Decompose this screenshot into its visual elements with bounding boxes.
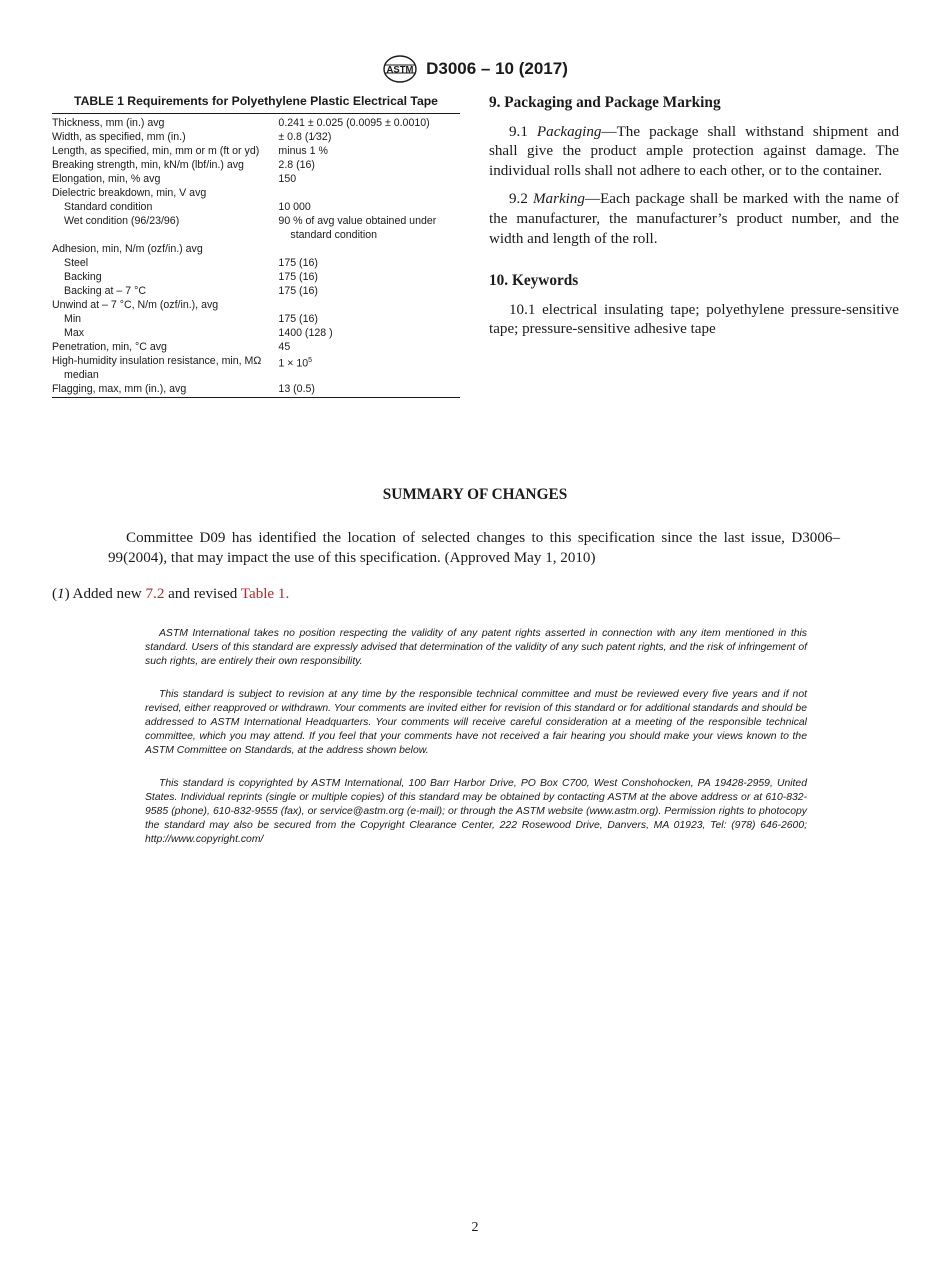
table-row [52,114,460,130]
value-text: 10 000 [278,201,311,213]
requirements-table [52,94,460,398]
value-text: 45 [278,341,291,353]
value-cell [278,312,460,326]
value-cell [278,256,460,270]
property-cell: Breaking strength, min, kN/m (lbf/in.) avg [52,159,244,171]
property-cell: Penetration, min, °C avg [52,341,167,353]
table-row [52,186,460,200]
patent-notice: ASTM International takes no position respecting the validity of any patent rights asserted in connection with any item mentioned in this standard. Users of this standard are expressly advised that determination of the validity of any such patent rights, and the risk of infringement of such rights, are entirely their own responsibility. [145,628,807,667]
table-row [52,270,460,284]
property-cell: Elongation, min, % avg [52,173,161,185]
section-7-2-link[interactable]: 7.2 [145,586,165,602]
change-item-text: Added new [72,586,142,602]
right-column [489,93,899,349]
summary-text: Committee D09 has identified the location of selected changes to this specification since the last issue, D3006–99(2004), that may impact the use of this specification. (Approved May 1, 2010) [108,530,840,566]
table-row [52,158,460,172]
paragraph-9-2 [489,190,899,249]
property-cell: Max [64,327,85,339]
table-row [52,340,460,354]
value-cell [278,340,460,354]
table-row [52,382,460,398]
summary-title: SUMMARY OF CHANGES [382,486,568,503]
astm-logo-icon [382,54,418,84]
table-1-link[interactable]: Table 1 [240,586,286,602]
table-row [52,214,460,242]
table-row [52,172,460,186]
value-cell [278,298,460,312]
property-cell: Wet condition (96/23/96) [64,215,180,227]
property-cell: Adhesion, min, N/m (ozf/in.) avg [52,243,203,255]
section-9-heading: 9. Packaging and Package Marking [489,94,721,111]
revision-notice: This standard is subject to revision at any time by the responsible technical committee and must be reviewed every five years and if not revised, either reapproved or withdrawn. Your comments are invited either for revision of this standard or for additional standards and should be addressed to ASTM International Headquarters. Your comments will receive careful consideration at a meeting of the responsible technical committee, which you may attend. If you feel that your comments have not received a fair hearing you should make your views known to the ASTM Committee on Standards, at the address shown below. [145,689,807,756]
document-header [0,54,950,84]
property-cell: Thickness, mm (in.) avg [52,117,165,129]
paragraph-term: Packaging [536,123,602,140]
change-item-period: . [285,586,290,602]
value-cell [278,326,460,340]
table-row [52,242,460,256]
value-cell [278,242,460,256]
property-cell: Flagging, max, mm (in.), avg [52,383,187,395]
table-row [52,284,460,298]
value-text: 90 % of avg value obtained under standard condition [278,215,437,241]
property-cell: Standard condition [64,201,153,213]
paragraph-9-1 [489,123,899,182]
value-cell [278,172,460,186]
value-cell [278,186,460,200]
value-text: ± 0.8 (1⁄32) [278,131,332,143]
value-text: 0.241 ± 0.025 (0.0095 ± 0.0010) [278,117,430,129]
paragraph-10-1: 10.1 electrical insulating tape; polyethylene pressure-sensitive tape; pressure-sensitive adhesive tape [489,301,899,338]
value-cell [278,114,460,130]
property-cell: Backing at – 7 °C [64,285,146,297]
paragraph-text: —The package shall withstand shipment and shall give the product ample protection against damage. The individual rolls shall not adhere to each other, or to the container. [489,123,899,179]
table-row [52,130,460,144]
value-exponent: 5 [308,357,313,364]
property-cell: Width, as specified, mm (in.) [52,131,186,143]
table-row [52,200,460,214]
logo-text: ASTM [386,64,414,76]
change-item-number: 1 [57,586,65,602]
property-cell: Min [64,313,82,325]
table-row [52,144,460,158]
section-10-heading: 10. Keywords [489,272,579,290]
value-text: 2.8 (16) [278,159,315,171]
value-cell [278,354,460,382]
page-number: 2 [471,1220,479,1235]
paragraph-term: Marking [532,191,585,208]
property-cell: Length, as specified, min, mm or m (ft or yd) [52,145,260,157]
value-text: 150 [278,173,297,185]
change-item-text: and revised [168,586,238,602]
value-text: 13 (0.5) [278,383,315,395]
value-cell [278,200,460,214]
table-row [52,354,460,382]
change-item: (1) Added new 7.2 and revised Table 1. [52,586,290,602]
table-row [52,312,460,326]
value-text: 1 × 10 [278,357,309,370]
value-text: minus 1 % [278,145,328,157]
value-cell [278,130,460,144]
property-cell: Steel [64,257,89,269]
value-text: 175 (16) [278,285,318,297]
paragraph-number: 9.1 [509,123,528,140]
value-text: 1400 (128 ) [278,327,333,339]
value-cell [278,158,460,172]
property-cell: Unwind at – 7 °C, N/m (ozf/in.), avg [52,299,219,311]
property-cell: High-humidity insulation resistance, min, MΩ median [52,355,262,381]
property-cell: Backing [64,271,102,283]
table-body [52,114,460,398]
table-row [52,256,460,270]
table-row [52,298,460,312]
value-text: 175 (16) [278,271,318,283]
value-cell [278,270,460,284]
paragraph-text: —Each package shall be marked with the name of the manufacturer, the manufacturer’s product number, and the width and length of the roll. [489,191,899,247]
value-text: 175 (16) [278,313,318,325]
paragraph-number: 9.2 [509,191,528,208]
property-cell: Dielectric breakdown, min, V avg [52,187,207,199]
value-cell [278,144,460,158]
table-title: TABLE 1 Requirements for Polyethylene Plastic Electrical Tape [52,94,460,114]
document-designation: D3006 – 10 (2017) [426,59,568,78]
value-text: 175 (16) [278,257,318,269]
value-cell [278,214,460,242]
value-cell [278,284,460,298]
copyright-notice: This standard is copyrighted by ASTM International, 100 Barr Harbor Drive, PO Box C700, West Conshohocken, PA 19428-2959, United States. Individual reprints (single or multiple copies) of this standard may be obtained by contacting ASTM at the above address or at 610-832-9585 (phone), 610-832-9555 (fax), or service@astm.org (e-mail); or through the ASTM website (www.astm.org). Permission rights to photocopy the standard may also be secured from the Copyright Clearance Center, 222 Rosewood Drive, Danvers, MA 01923, Tel: (978) 646-2600; http://www.copyright.com/ [145,778,807,845]
table-row [52,326,460,340]
value-cell [278,382,460,398]
